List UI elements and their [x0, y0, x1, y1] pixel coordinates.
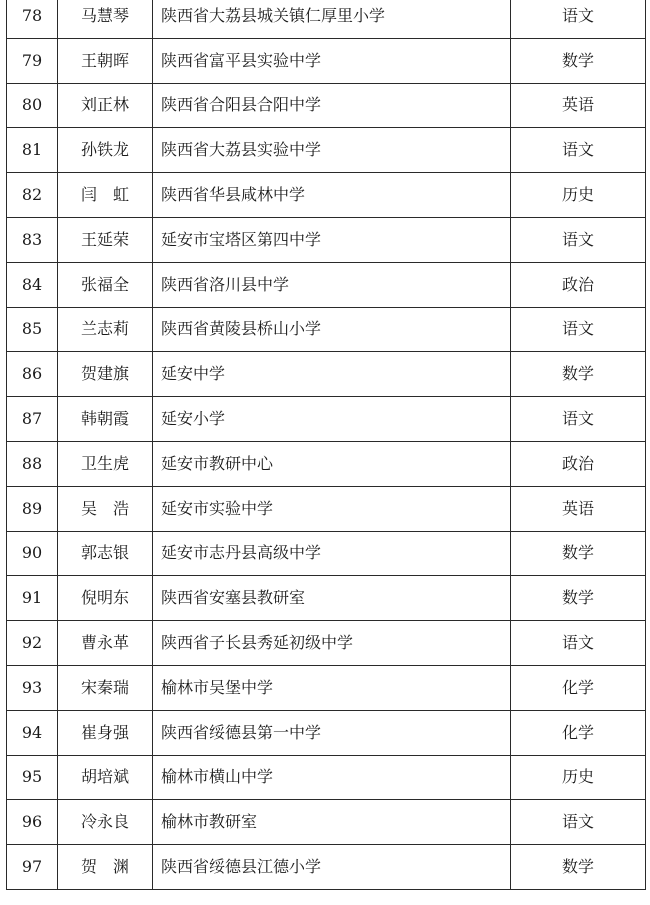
table-row	[7, 621, 646, 666]
work-unit: 榆林市吴堡中学	[153, 665, 511, 710]
table-row	[7, 845, 646, 890]
row-number: 96	[7, 800, 58, 845]
table-row	[7, 710, 646, 755]
table-row	[7, 173, 646, 218]
row-number: 88	[7, 441, 58, 486]
row-number: 93	[7, 665, 58, 710]
person-name: 兰志莉	[58, 307, 153, 352]
table-row	[7, 83, 646, 128]
table-row	[7, 665, 646, 710]
row-number: 86	[7, 352, 58, 397]
table-row	[7, 755, 646, 800]
table-row	[7, 38, 646, 83]
person-name: 宋秦瑞	[58, 665, 153, 710]
work-unit: 陕西省大荔县实验中学	[153, 128, 511, 173]
person-name: 贺渊	[58, 845, 153, 890]
work-unit: 陕西省富平县实验中学	[153, 38, 511, 83]
table-row	[7, 576, 646, 621]
subject: 化学	[511, 665, 646, 710]
table-row	[7, 441, 646, 486]
table-row	[7, 531, 646, 576]
subject: 数学	[511, 38, 646, 83]
subject: 英语	[511, 83, 646, 128]
person-name: 张福全	[58, 262, 153, 307]
work-unit: 延安中学	[153, 352, 511, 397]
subject: 历史	[511, 173, 646, 218]
work-unit: 延安市宝塔区第四中学	[153, 217, 511, 262]
work-unit: 陕西省合阳县合阳中学	[153, 83, 511, 128]
subject: 数学	[511, 352, 646, 397]
row-number: 87	[7, 397, 58, 442]
work-unit: 延安市志丹县高级中学	[153, 531, 511, 576]
work-unit: 延安市教研中心	[153, 441, 511, 486]
row-number: 85	[7, 307, 58, 352]
subject: 数学	[511, 531, 646, 576]
subject: 政治	[511, 262, 646, 307]
subject: 语文	[511, 0, 646, 38]
work-unit: 榆林市横山中学	[153, 755, 511, 800]
person-name: 刘正林	[58, 83, 153, 128]
subject: 语文	[511, 800, 646, 845]
row-number: 82	[7, 173, 58, 218]
person-name: 王延荣	[58, 217, 153, 262]
row-number: 89	[7, 486, 58, 531]
row-number: 78	[7, 0, 58, 38]
work-unit: 陕西省绥德县第一中学	[153, 710, 511, 755]
subject: 语文	[511, 397, 646, 442]
work-unit: 陕西省大荔县城关镇仁厚里小学	[153, 0, 511, 38]
person-name: 倪明东	[58, 576, 153, 621]
work-unit: 榆林市教研室	[153, 800, 511, 845]
work-unit: 陕西省子长县秀延初级中学	[153, 621, 511, 666]
subject: 英语	[511, 486, 646, 531]
subject: 语文	[511, 217, 646, 262]
row-number: 91	[7, 576, 58, 621]
work-unit: 延安市实验中学	[153, 486, 511, 531]
row-number: 94	[7, 710, 58, 755]
row-number: 97	[7, 845, 58, 890]
table-row	[7, 128, 646, 173]
table-row	[7, 352, 646, 397]
subject: 历史	[511, 755, 646, 800]
work-unit: 陕西省黄陵县桥山小学	[153, 307, 511, 352]
subject: 数学	[511, 845, 646, 890]
person-name: 孙铁龙	[58, 128, 153, 173]
person-name: 郭志银	[58, 531, 153, 576]
roster-body	[7, 0, 646, 889]
table-row	[7, 0, 646, 38]
table-row	[7, 800, 646, 845]
row-number: 92	[7, 621, 58, 666]
person-name: 胡培斌	[58, 755, 153, 800]
table-row	[7, 262, 646, 307]
work-unit: 延安小学	[153, 397, 511, 442]
person-name: 崔身强	[58, 710, 153, 755]
subject: 语文	[511, 621, 646, 666]
work-unit: 陕西省洛川县中学	[153, 262, 511, 307]
row-number: 79	[7, 38, 58, 83]
person-name: 闫虹	[58, 173, 153, 218]
person-name: 曹永革	[58, 621, 153, 666]
work-unit: 陕西省绥德县江德小学	[153, 845, 511, 890]
person-name: 卫生虎	[58, 441, 153, 486]
table-row	[7, 486, 646, 531]
person-name: 吴浩	[58, 486, 153, 531]
row-number: 81	[7, 128, 58, 173]
row-number: 80	[7, 83, 58, 128]
subject: 数学	[511, 576, 646, 621]
work-unit: 陕西省安塞县教研室	[153, 576, 511, 621]
table-row	[7, 217, 646, 262]
person-name: 韩朝霞	[58, 397, 153, 442]
row-number: 95	[7, 755, 58, 800]
roster-table	[6, 0, 646, 890]
row-number: 84	[7, 262, 58, 307]
subject: 政治	[511, 441, 646, 486]
table-row	[7, 307, 646, 352]
subject: 语文	[511, 307, 646, 352]
person-name: 贺建旗	[58, 352, 153, 397]
person-name: 王朝晖	[58, 38, 153, 83]
row-number: 90	[7, 531, 58, 576]
subject: 语文	[511, 128, 646, 173]
person-name: 马慧琴	[58, 0, 153, 38]
person-name: 冷永良	[58, 800, 153, 845]
work-unit: 陕西省华县咸林中学	[153, 173, 511, 218]
subject: 化学	[511, 710, 646, 755]
row-number: 83	[7, 217, 58, 262]
table-row	[7, 397, 646, 442]
